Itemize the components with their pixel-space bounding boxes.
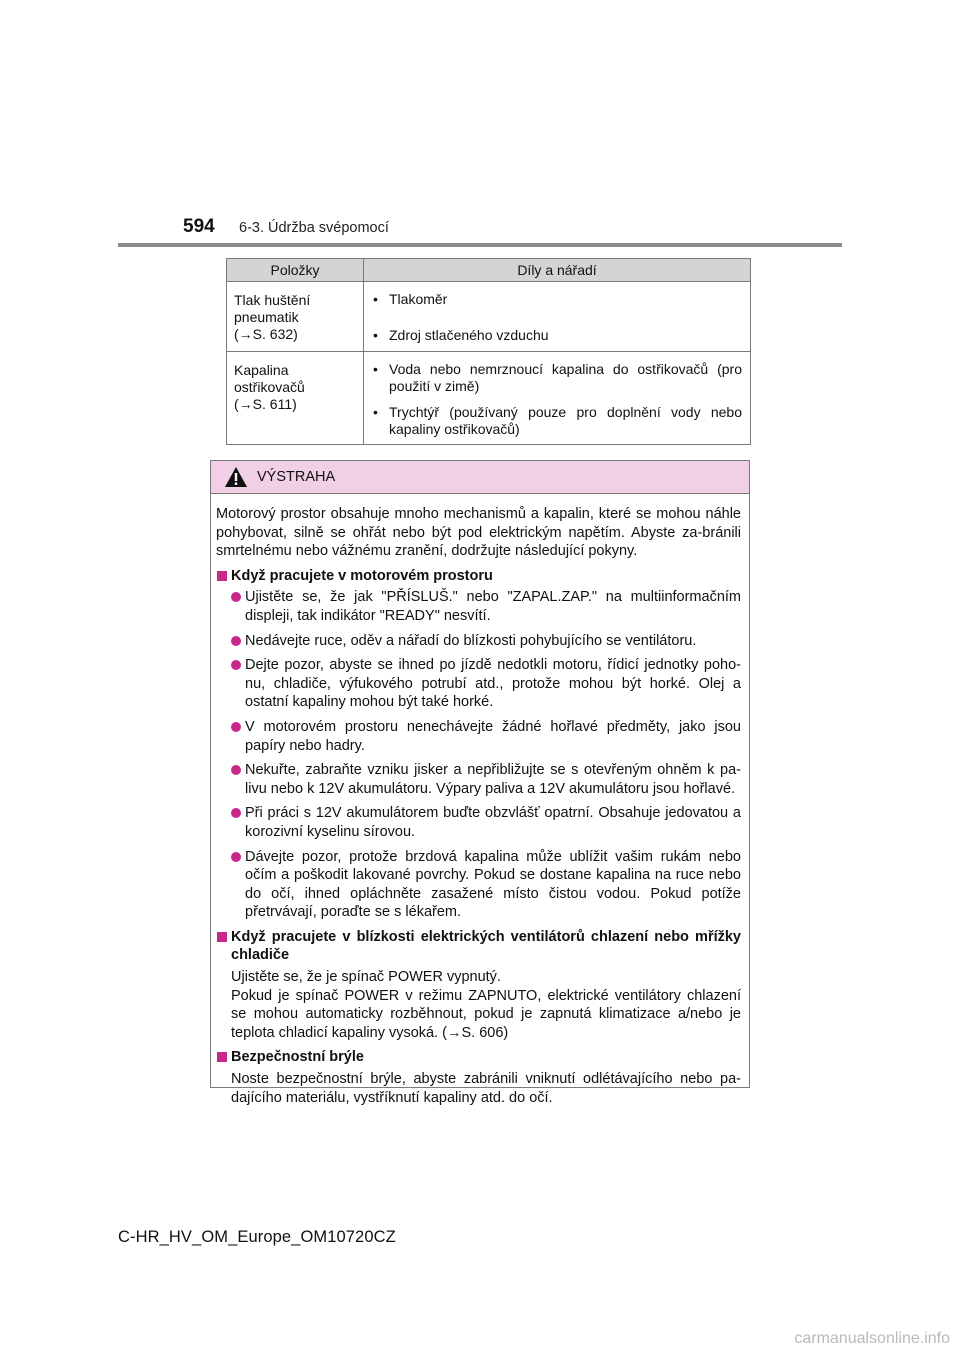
list-item-text: Nedávejte ruce, oděv a nářadí do blízkosti pohybujícího se ventilátoru.	[245, 632, 697, 649]
square-bullet-icon	[217, 1052, 227, 1062]
list-item-text: Dávejte pozor, protože brzdová kapalina může ublížit vašim rukám nebo očím a poškodit lakované povrchy. Pokud se dostane kapalina na ruce nebo do očí, ihned opláchněte zasažené místo čistou vodou. Pokud potíže přetrvávají, poraďte se s lékařem.	[245, 848, 741, 921]
bullet-icon: •	[373, 361, 378, 377]
table-row	[227, 352, 751, 445]
tool-text: Tlakoměr	[389, 291, 448, 307]
warning-header	[211, 461, 749, 494]
list-item	[216, 656, 741, 712]
bullet-icon: •	[373, 291, 378, 307]
column-header-items: Položky	[227, 259, 364, 282]
item-page-reference: (→S. 611)	[234, 396, 297, 412]
parts-table	[226, 258, 751, 445]
circle-bullet-icon	[231, 722, 241, 732]
tool-list-item	[373, 404, 742, 438]
warning-box	[210, 460, 750, 1106]
tool-list-item	[373, 291, 742, 308]
document-code: C-HR_HV_OM_Europe_OM10720CZ	[118, 1228, 396, 1246]
tool-text: Trychtýř (používaný pouze pro doplnění vody nebo kapaliny ostřikovačů)	[389, 404, 742, 437]
circle-bullet-icon	[231, 808, 241, 818]
tool-list-item	[373, 327, 742, 344]
circle-bullet-icon	[231, 660, 241, 670]
bullet-icon: •	[373, 327, 378, 343]
list-item	[216, 588, 741, 625]
table-row	[227, 282, 751, 352]
section-heading-text: Bezpečnostní brýle	[231, 1049, 364, 1066]
circle-bullet-icon	[231, 765, 241, 775]
table-header-row	[227, 259, 751, 282]
list-item	[216, 632, 741, 651]
section-heading-text: Když pracujete v motorovém prostoru	[231, 567, 493, 584]
column-header-tools: Díly a nářadí	[364, 259, 751, 282]
bullet-icon: •	[373, 404, 378, 420]
list-item	[216, 761, 741, 798]
warning-triangle-icon	[224, 466, 248, 488]
warning-body	[211, 494, 749, 1107]
circle-bullet-icon	[231, 592, 241, 602]
item-text: pneumatik	[234, 309, 299, 325]
item-text: Tlak huštění	[234, 292, 311, 308]
list-item	[216, 804, 741, 841]
page-number: 594	[183, 216, 215, 237]
item-cell	[227, 352, 364, 445]
square-bullet-icon	[217, 571, 227, 581]
section-heading-text: Když pracujete v blízkosti elektrických ventilátorů chlazení nebo mřížky chladiče	[231, 928, 741, 964]
item-text: Kapalina	[234, 362, 289, 378]
item-page-reference: (→S. 632)	[234, 326, 298, 342]
warning-title: VÝSTRAHA	[257, 469, 336, 485]
item-text: ostřikovačů	[234, 379, 305, 395]
tools-cell	[364, 352, 751, 445]
section-title: 6-3. Údržba svépomocí	[239, 220, 389, 236]
section-heading-engine-compartment	[216, 567, 741, 586]
item-cell	[227, 282, 364, 352]
square-bullet-icon	[217, 932, 227, 942]
list-item	[216, 848, 741, 922]
paragraph-line: Noste bezpečnostní brýle, abyste zabránili vniknutí odlétávajícího nebo pa-dajícího materiálu, vystříknutí kapaliny atd. do očí.	[231, 1071, 741, 1106]
section-text	[216, 1070, 741, 1107]
list-item	[216, 718, 741, 755]
circle-bullet-icon	[231, 852, 241, 862]
list-item-text: Nekuřte, zabraňte vzniku jisker a nepřibližujte se s otevřeným ohněm k pa-livu nebo k 12V akumulátoru. Výpary paliva a 12V akumulátoru jsou hořlavé.	[245, 762, 741, 797]
section-heading-cooling-fans	[216, 928, 741, 965]
header-divider	[118, 243, 842, 247]
paragraph-line: Ujistěte se, že je spínač POWER vypnutý.	[231, 969, 501, 986]
warning-intro: Motorový prostor obsahuje mnoho mechanismů a kapalin, které se mohou náhle pohybovat, silně se ohřát nebo být pod elektrickým napětím. Abyste za-bránili smrtelnému nebo vážnému zranění, dodržujte následující pokyny.	[216, 506, 741, 560]
section-text	[216, 968, 741, 1042]
paragraph-line: Pokud je spínač POWER v režimu ZAPNUTO, elektrické ventilátory chlazení se mohou automaticky rozběhnout, pokud je zapnutá klimatizace a/nebo je teplota chladicí kapaliny vysoká. (→S. 606)	[231, 987, 741, 1041]
list-item-text: Dejte pozor, abyste se ihned po jízdě nedotkli motoru, řídicí jednotky poho-nu, chladiče, výfukového potrubí atd., protože mohou být horké. Olej a ostatní kapaliny mohou být také horké.	[245, 657, 741, 711]
list-item-text: V motorovém prostoru nenechávejte žádné hořlavé předměty, jako jsou papíry nebo hadry.	[245, 718, 741, 754]
list-item-text: Při práci s 12V akumulátorem buďte obzvlášť opatrní. Obsahuje jedovatou a korozivní kyselinu sírovou.	[245, 805, 741, 840]
tool-list-item	[373, 361, 742, 395]
circle-bullet-icon	[231, 636, 241, 646]
list-item-text: Ujistěte se, že jak "PŘÍSLUŠ." nebo "ZAPAL.ZAP." na multiinformačním displeji, tak indikátor "READY" nesvítí.	[245, 589, 741, 624]
section-heading-safety-glasses	[216, 1048, 741, 1067]
tools-cell	[364, 282, 751, 352]
watermark: carmanualsonline.info	[794, 1330, 950, 1347]
tool-text: Voda nebo nemrznoucí kapalina do ostřikovačů (pro použití v zimě)	[389, 361, 742, 394]
tool-text: Zdroj stlačeného vzduchu	[389, 327, 549, 343]
